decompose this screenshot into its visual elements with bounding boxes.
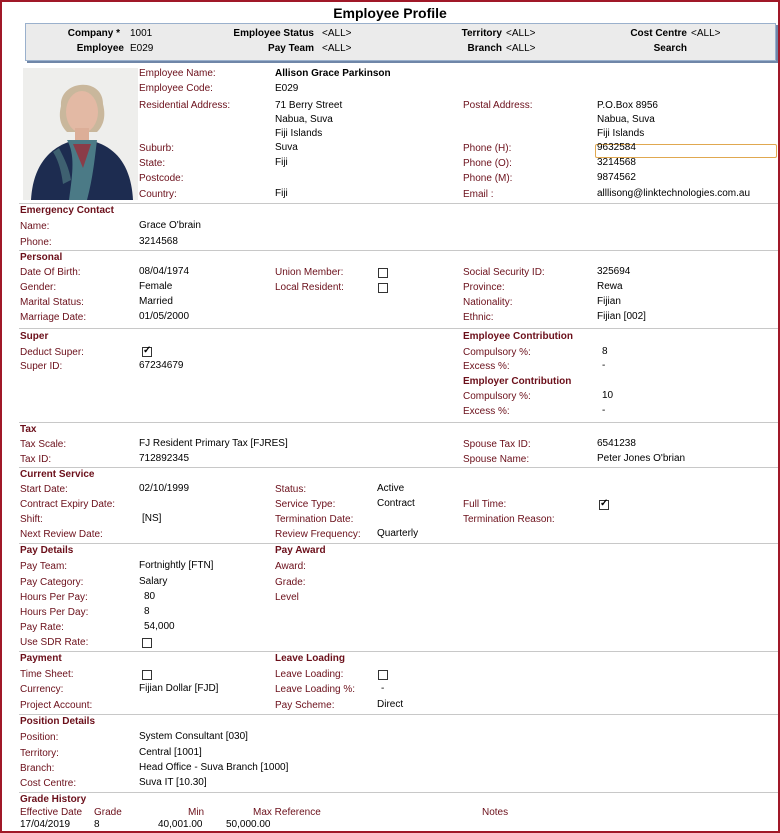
- page-title: Employee Profile: [333, 5, 447, 21]
- leave-loading-percent-value: -: [381, 683, 385, 694]
- social-security-label: Social Security ID:: [463, 267, 545, 278]
- ethnic-label: Ethnic:: [463, 312, 494, 323]
- award-label: Award:: [275, 561, 306, 572]
- union-member-checkbox[interactable]: [378, 268, 388, 278]
- position-details-heading: Position Details: [20, 716, 96, 727]
- cost-centre-value: Suva IT [10.30]: [139, 777, 207, 788]
- branch-filter-label: Branch: [467, 43, 502, 54]
- branch-filter-value[interactable]: <ALL>: [506, 43, 536, 54]
- personal-heading: Personal: [20, 252, 63, 263]
- province-label: Province:: [463, 282, 505, 293]
- column-header-max-reference: Max Reference: [253, 807, 321, 818]
- currency-label: Currency:: [20, 684, 64, 695]
- divider: [19, 467, 779, 468]
- divider: [19, 250, 779, 251]
- start-date-value: 02/10/1999: [139, 483, 190, 494]
- residential-address-line-3: Fiji Islands: [275, 128, 323, 139]
- residential-address-line-1: 71 Berry Street: [275, 100, 343, 111]
- contract-expiry-label: Contract Expiry Date:: [20, 499, 116, 510]
- gender-value: Female: [139, 281, 173, 292]
- tax-id-value: 712892345: [139, 453, 190, 464]
- column-header-effective-date: Effective Date: [20, 807, 83, 818]
- union-member-label: Union Member:: [275, 267, 344, 278]
- column-header-min: Min: [188, 807, 205, 818]
- emergency-name-label: Name:: [20, 221, 50, 232]
- phone-home-label: Phone (H):: [463, 143, 512, 154]
- super-heading: Super: [20, 331, 49, 342]
- territory-label: Territory:: [20, 748, 59, 759]
- full-time-label: Full Time:: [463, 499, 507, 510]
- state-value: Fiji: [275, 157, 288, 168]
- column-header-grade: Grade: [94, 807, 122, 818]
- phone-mobile-value: 9874562: [597, 172, 636, 183]
- divider: [19, 422, 779, 423]
- pay-category-label: Pay Category:: [20, 577, 84, 588]
- ethnic-value: Fijian [002]: [597, 311, 646, 322]
- dob-value: 08/04/1974: [139, 266, 190, 277]
- divider: [19, 543, 779, 544]
- hours-per-day-label: Hours Per Day:: [20, 607, 89, 618]
- column-header-notes: Notes: [482, 807, 509, 818]
- full-time-checkbox[interactable]: [599, 500, 609, 510]
- currency-value: Fijian Dollar [FJD]: [139, 683, 219, 694]
- employer-contribution-heading: Employer Contribution: [463, 376, 572, 387]
- marital-status-label: Marital Status:: [20, 297, 84, 308]
- pay-scheme-label: Pay Scheme:: [275, 700, 335, 711]
- tax-id-label: Tax ID:: [20, 454, 52, 465]
- status-value: Active: [377, 483, 405, 494]
- phone-office-label: Phone (O):: [463, 158, 512, 169]
- employee-name-label: Employee Name:: [139, 68, 216, 79]
- local-resident-label: Local Resident:: [275, 282, 344, 293]
- cost-centre-filter-value[interactable]: <ALL>: [691, 28, 721, 39]
- hours-per-day-value: 8: [144, 606, 150, 617]
- review-frequency-label: Review Frequency:: [275, 529, 361, 540]
- tax-heading: Tax: [20, 424, 37, 435]
- spouse-name-value: Peter Jones O'brian: [597, 453, 686, 464]
- phone-mobile-label: Phone (M):: [463, 173, 513, 184]
- super-id-label: Super ID:: [20, 361, 63, 372]
- local-resident-checkbox[interactable]: [378, 283, 388, 293]
- employee-status-filter-value[interactable]: <ALL>: [322, 28, 352, 39]
- pay-details-heading: Pay Details: [20, 545, 74, 556]
- hours-per-pay-value: 80: [144, 591, 156, 602]
- grade-history-heading: Grade History: [20, 794, 87, 805]
- pay-team-filter-label: Pay Team: [268, 43, 314, 54]
- emergency-name-value: Grace O'brain: [139, 220, 201, 231]
- territory-value: Central [1001]: [139, 747, 202, 758]
- project-account-label: Project Account:: [20, 700, 93, 711]
- company-filter-label: Company *: [67, 28, 120, 39]
- super-id-value: 67234679: [139, 360, 184, 371]
- employee-code-value: E029: [275, 83, 299, 94]
- employee-name-value: Allison Grace Parkinson: [275, 68, 391, 79]
- email-value: alllisong@linktechnologies.com.au: [597, 188, 751, 199]
- divider: [19, 714, 779, 715]
- gender-label: Gender:: [20, 282, 57, 293]
- tax-scale-label: Tax Scale:: [20, 439, 67, 450]
- employee-compulsory-value: 8: [602, 346, 608, 357]
- spouse-tax-id-label: Spouse Tax ID:: [463, 439, 531, 450]
- emergency-contact-heading: Emergency Contact: [20, 205, 114, 216]
- shift-label: Shift:: [20, 514, 43, 525]
- row-effective-date: 17/04/2019: [20, 819, 71, 830]
- leave-loading-label: Leave Loading:: [275, 669, 344, 680]
- row-min: 40,001.00: [158, 819, 203, 830]
- branch-label: Branch:: [20, 763, 55, 774]
- pay-award-heading: Pay Award: [275, 545, 326, 556]
- search-button[interactable]: Search: [653, 43, 687, 54]
- hours-per-pay-label: Hours Per Pay:: [20, 592, 88, 603]
- postal-address-line-2: Nabua, Suva: [597, 114, 655, 125]
- service-type-value: Contract: [377, 498, 415, 509]
- residential-address-label: Residential Address:: [139, 100, 231, 111]
- suburb-label: Suburb:: [139, 143, 175, 154]
- postal-address-line-1: P.O.Box 8956: [597, 100, 658, 111]
- employer-excess-value: -: [602, 405, 606, 416]
- divider: [19, 328, 779, 329]
- pay-team-value: Fortnightly [FTN]: [139, 560, 214, 571]
- nationality-value: Fijian: [597, 296, 621, 307]
- row-max-reference: 50,000.00: [226, 819, 271, 830]
- employee-code-label: Employee Code:: [139, 83, 213, 94]
- company-filter-value[interactable]: 1001: [130, 28, 153, 39]
- branch-value: Head Office - Suva Branch [1000]: [139, 762, 289, 773]
- nationality-label: Nationality:: [463, 297, 513, 308]
- postal-address-label: Postal Address:: [463, 100, 533, 111]
- divider: [19, 203, 779, 204]
- time-sheet-checkbox[interactable]: [142, 670, 152, 680]
- pay-rate-value: 54,000: [144, 621, 175, 632]
- pay-team-filter-value[interactable]: <ALL>: [322, 43, 352, 54]
- cost-centre-label: Cost Centre:: [20, 778, 77, 789]
- service-type-label: Service Type:: [275, 499, 336, 510]
- leave-loading-checkbox[interactable]: [378, 670, 388, 680]
- termination-reason-label: Termination Reason:: [463, 514, 555, 525]
- suburb-value: Suva: [275, 142, 298, 153]
- pay-scheme-value: Direct: [377, 699, 404, 710]
- next-review-label: Next Review Date:: [20, 529, 103, 540]
- employee-filter-label: Employee: [76, 43, 124, 54]
- territory-filter-label: Territory: [461, 28, 502, 39]
- current-service-heading: Current Service: [20, 469, 95, 480]
- employee-filter-value[interactable]: E029: [130, 43, 154, 54]
- marriage-date-label: Marriage Date:: [20, 312, 87, 323]
- territory-filter-value[interactable]: <ALL>: [506, 28, 536, 39]
- employee-excess-label: Excess %:: [463, 361, 510, 372]
- employer-excess-label: Excess %:: [463, 406, 510, 417]
- row-grade: 8: [94, 819, 100, 830]
- dob-label: Date Of Birth:: [20, 267, 81, 278]
- employee-status-filter-label: Employee Status: [233, 28, 314, 39]
- employer-compulsory-label: Compulsory %:: [463, 391, 531, 402]
- employee-excess-value: -: [602, 360, 606, 371]
- pay-category-value: Salary: [139, 576, 168, 587]
- postcode-label: Postcode:: [139, 173, 184, 184]
- state-label: State:: [139, 158, 166, 169]
- sdr-rate-checkbox[interactable]: [142, 638, 152, 648]
- postal-address-line-3: Fiji Islands: [597, 128, 645, 139]
- marriage-date-value: 01/05/2000: [139, 311, 190, 322]
- start-date-label: Start Date:: [20, 484, 68, 495]
- shift-value: [NS]: [142, 513, 162, 524]
- spouse-tax-id-value: 6541238: [597, 438, 636, 449]
- divider: [19, 651, 779, 652]
- position-label: Position:: [20, 732, 59, 743]
- phone-office-value: 3214568: [597, 157, 636, 168]
- termination-date-label: Termination Date:: [275, 514, 354, 525]
- deduct-super-label: Deduct Super:: [20, 347, 84, 358]
- province-value: Rewa: [597, 281, 623, 292]
- social-security-value: 325694: [597, 266, 631, 277]
- employee-compulsory-label: Compulsory %:: [463, 347, 531, 358]
- tax-scale-value: FJ Resident Primary Tax [FJRES]: [139, 438, 288, 449]
- payment-heading: Payment: [20, 653, 62, 664]
- emergency-phone-value: 3214568: [139, 236, 178, 247]
- leave-loading-heading: Leave Loading: [275, 653, 346, 664]
- emergency-phone-label: Phone:: [20, 237, 52, 248]
- email-label: Email :: [463, 189, 494, 200]
- grade-label: Grade:: [275, 577, 306, 588]
- status-label: Status:: [275, 484, 307, 495]
- time-sheet-label: Time Sheet:: [20, 669, 74, 680]
- pay-team-label: Pay Team:: [20, 561, 68, 572]
- level-label: Level: [275, 592, 299, 603]
- pay-rate-label: Pay Rate:: [20, 622, 64, 633]
- divider: [19, 792, 779, 793]
- spouse-name-label: Spouse Name:: [463, 454, 530, 465]
- employee-photo: [23, 68, 138, 200]
- leave-loading-percent-label: Leave Loading %:: [275, 684, 356, 695]
- sdr-rate-label: Use SDR Rate:: [20, 637, 89, 648]
- country-value: Fiji: [275, 188, 288, 199]
- employer-compulsory-value: 10: [602, 390, 614, 401]
- residential-address-line-2: Nabua, Suva: [275, 114, 333, 125]
- marital-status-value: Married: [139, 296, 173, 307]
- position-value: System Consultant [030]: [139, 731, 248, 742]
- employee-contribution-heading: Employee Contribution: [463, 331, 573, 342]
- deduct-super-checkbox[interactable]: [142, 347, 152, 357]
- review-frequency-value: Quarterly: [377, 528, 419, 539]
- phone-home-value: 9632584: [597, 142, 636, 153]
- country-label: Country:: [139, 189, 177, 200]
- filter-panel: [25, 23, 776, 61]
- cost-centre-filter-label: Cost Centre: [630, 28, 687, 39]
